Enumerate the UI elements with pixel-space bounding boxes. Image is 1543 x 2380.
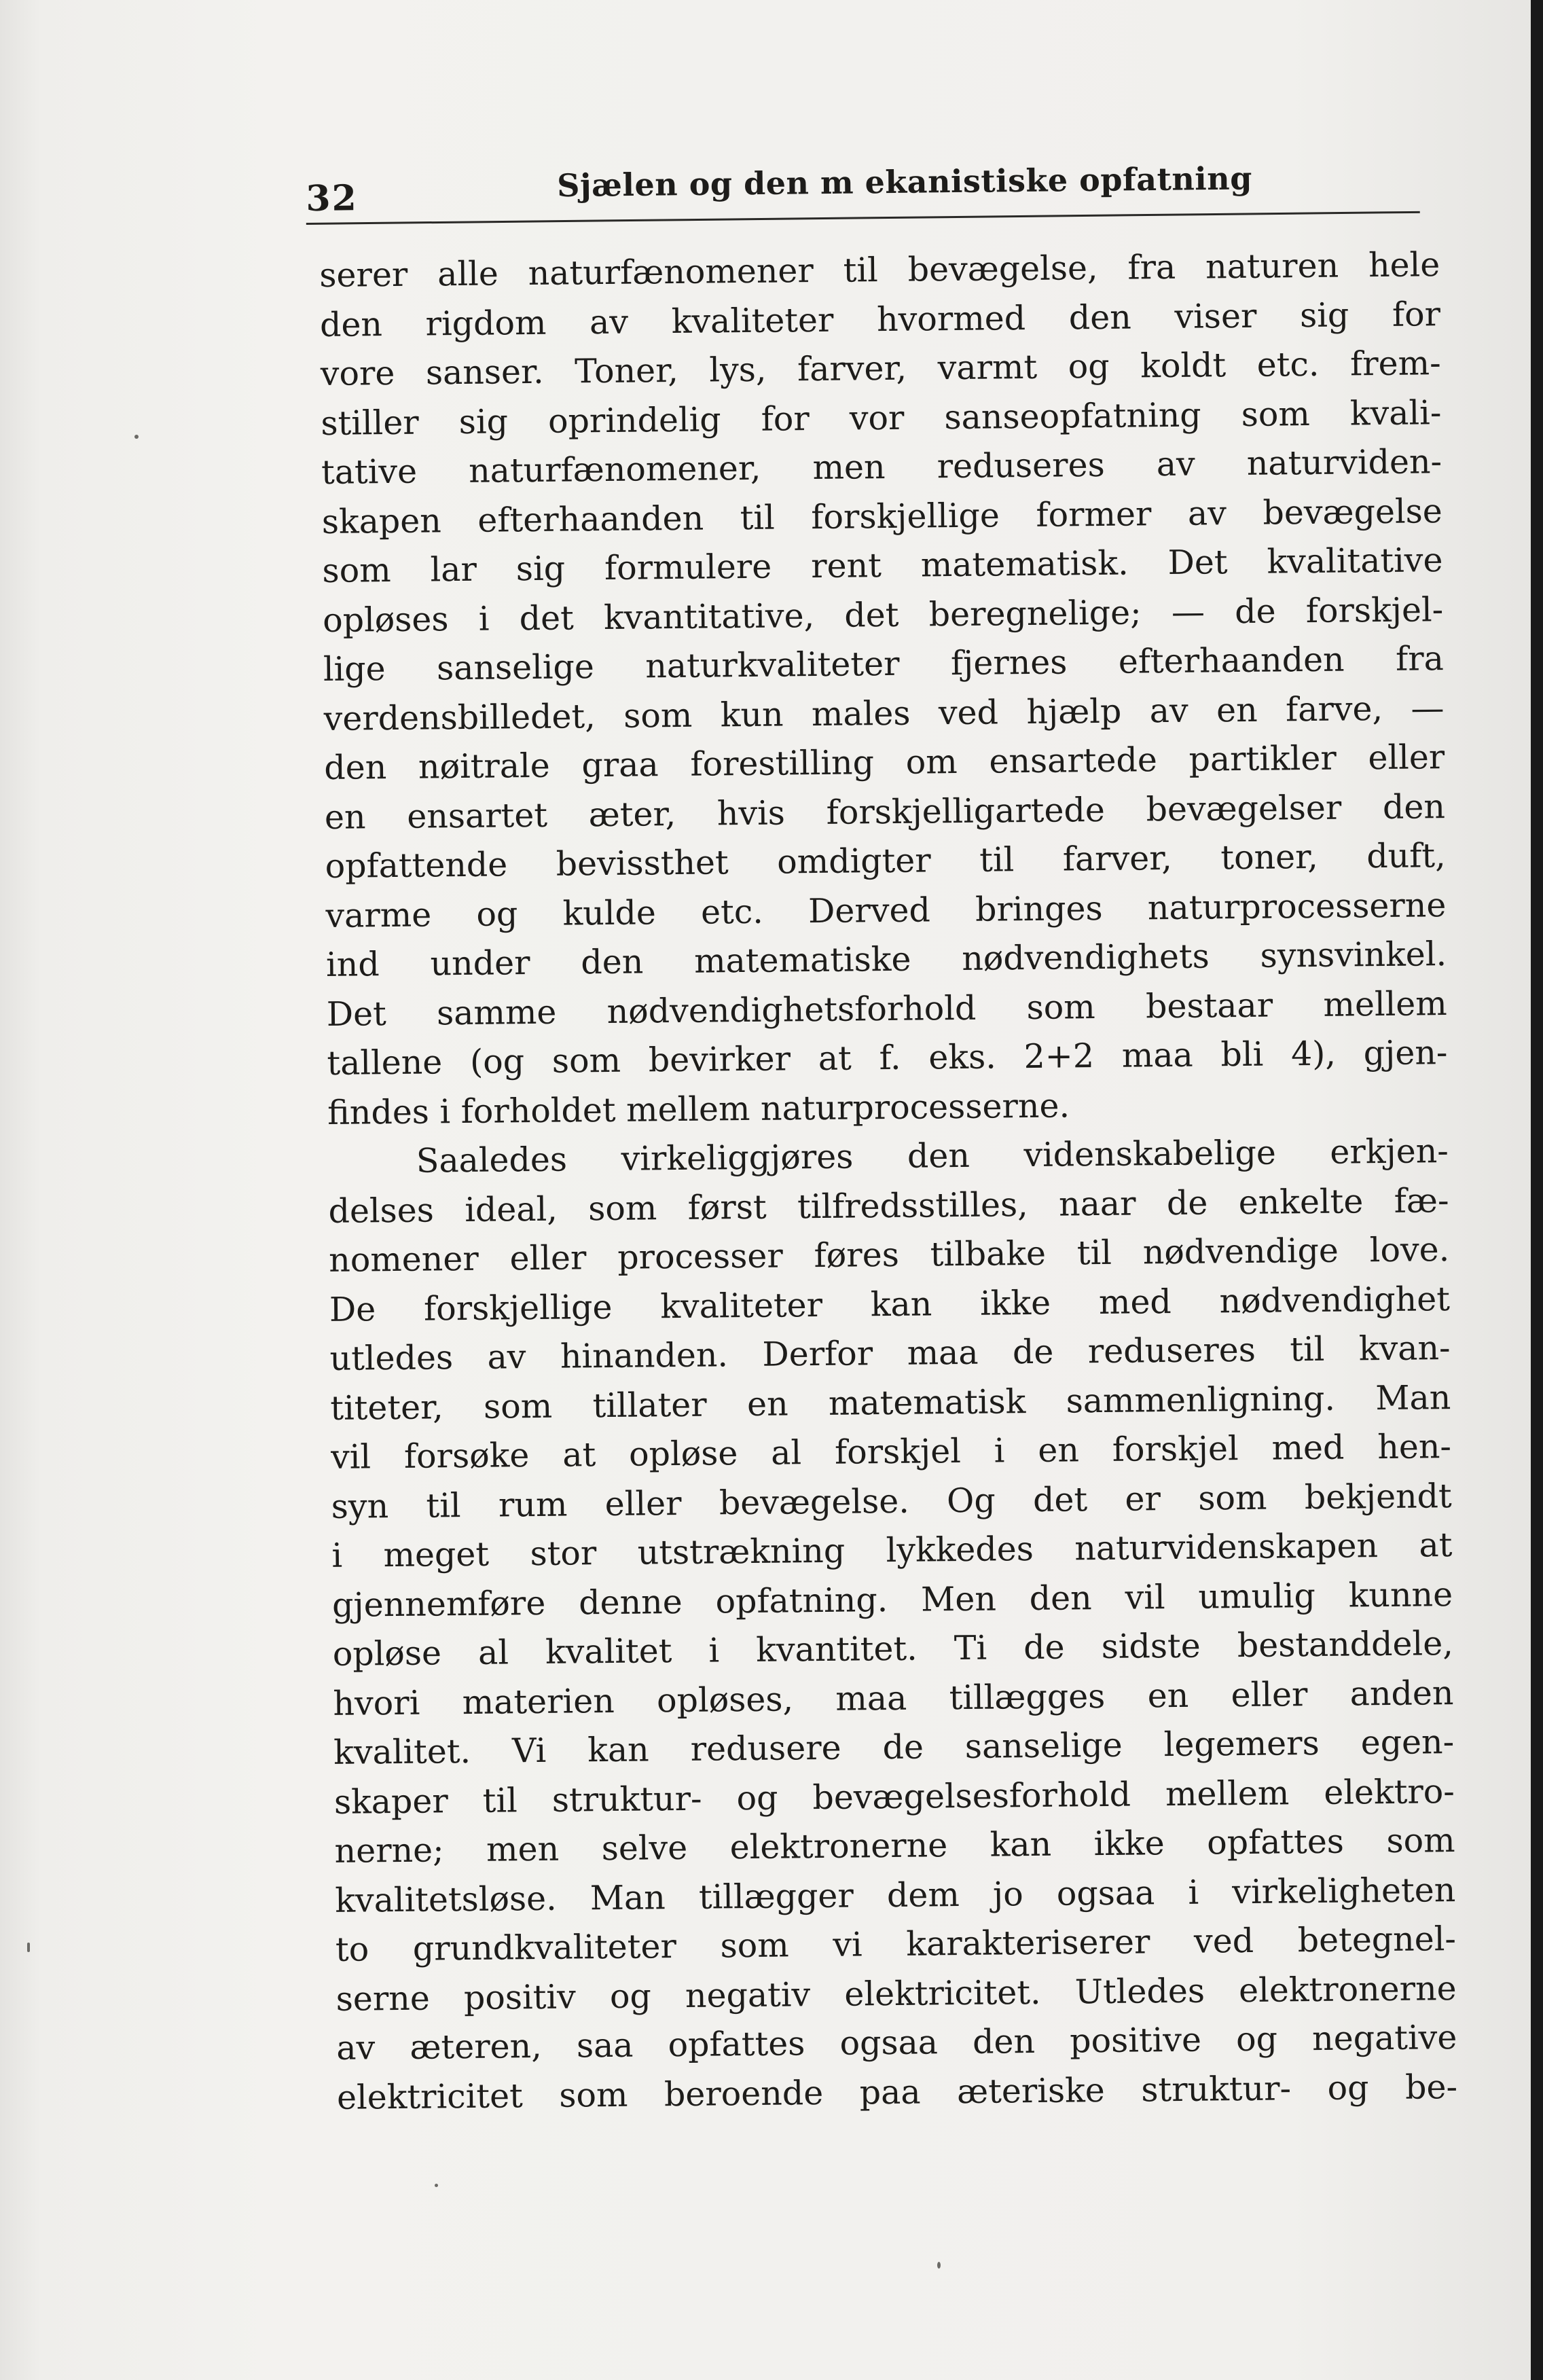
text-line: den nøitrale graa forestilling om ensartede partikler eller — [324, 738, 1445, 787]
text-line: skaper til struktur- og bevægelsesforhold mellem elektro- — [333, 1771, 1455, 1822]
text-line: den rigdom av kvaliteter hvormed den viser sig for — [319, 294, 1441, 344]
text-line: vil forsøke at opløse al forskjel i en forskjel med hen- — [330, 1427, 1452, 1477]
text-line: en ensartet æter, hvis forskjelligartede bevægelser den — [324, 787, 1446, 837]
text-line: elektricitet som beroende paa æteriske struktur- og be- — [336, 2067, 1458, 2117]
text-line: ind under den matematiske nødvendighets synsvinkel. — [325, 935, 1447, 984]
text-line: nerne; men selve elektronerne kan ikke opfattes som — [334, 1821, 1455, 1871]
paragraph-end-line: findes i forholdet mellem naturprocesserne. — [327, 1085, 1070, 1132]
text-line: nomener eller processer føres tilbake til nødvendige love. — [328, 1230, 1450, 1280]
text-line: i meget stor utstrækning lykkedes naturvidenskapen at — [331, 1526, 1453, 1575]
text-line: lige sanselige naturkvaliteter fjernes efterhaanden fra — [323, 639, 1445, 689]
text-line: varme og kulde etc. Derved bringes naturprocesserne — [325, 885, 1447, 935]
text-line: opløse al kvalitet i kvantitet. Ti de sidste bestanddele, — [332, 1624, 1454, 1674]
body-text — [319, 240, 1457, 2123]
text-line: som lar sig formulere rent matematisk. Det kvalitative — [322, 541, 1443, 590]
running-head: Sjælen og den m ekanistiske opfatning — [556, 160, 1253, 204]
scan-speck — [27, 1943, 30, 1952]
text-line: verdensbilledet, som kun males ved hjælp av en farve, — — [323, 688, 1445, 738]
text-line: delses ideal, som først tilfredsstilles, naar de enkelte fæ- — [328, 1180, 1449, 1231]
text-line: syn til rum eller bevægelse. Og det er som bekjendt — [331, 1476, 1452, 1526]
text-line: Det samme nødvendighetsforhold som bestaar mellem — [326, 984, 1447, 1034]
scan-speck — [937, 2262, 941, 2269]
text-line: gjennemføre denne opfatning. Men den vil umulig kunne — [331, 1574, 1453, 1625]
scan-speck — [435, 2184, 438, 2187]
page-header — [306, 158, 1427, 231]
header-rule — [306, 211, 1420, 225]
scan-edge — [1531, 0, 1543, 2380]
text-line: av æteren, saa opfattes ogsaa den positive og negative — [336, 2018, 1457, 2068]
text-line: serne positiv og negativ elektricitet. Utledes elektronerne — [335, 1968, 1457, 2019]
text-line: vore sanser. Toner, lys, farver, varmt og koldt etc. frem- — [320, 344, 1441, 393]
text-line: tative naturfænomener, men reduseres av naturviden- — [321, 442, 1442, 492]
text-line: hvori materien opløses, maa tillægges en eller anden — [333, 1673, 1454, 1723]
text-line: serer alle naturfænomener til bevægelse, fra naturen hele — [319, 245, 1440, 295]
text-line: utledes av hinanden. Derfor maa de reduseres til kvan- — [329, 1329, 1451, 1378]
page-number: 32 — [306, 177, 359, 219]
text-line: kvalitet. Vi kan redusere de sanselige legemers egen- — [333, 1723, 1455, 1772]
text-line: skapen efterhaanden til forskjellige former av bevægelse — [321, 491, 1443, 541]
text-line: titeter, som tillater en matematisk sammenligning. Man — [330, 1377, 1451, 1428]
text-line: tallene (og som bevirker at f. eks. 2+2 maa bli 4), gjen- — [327, 1033, 1448, 1083]
scan-speck — [134, 435, 139, 439]
text-line: stiller sig oprindelig for vor sanseopfatning som kvali- — [321, 393, 1442, 443]
text-line: De forskjellige kvaliteter kan ikke med nødvendighet — [329, 1279, 1451, 1329]
text-line: opfattende bevissthet omdigter til farver, toner, duft, — [325, 836, 1446, 886]
text-line: kvalitetsløse. Man tillægger dem jo ogsaa i virkeligheten — [335, 1870, 1456, 1920]
paragraph-start-line: Saaledes virkeliggjøres den videnskabelige erkjen- — [416, 1132, 1449, 1180]
text-line: to grundkvaliteter som vi karakteriserer ved betegnel- — [335, 1919, 1457, 1969]
text-line: opløses i det kvantitative, det beregnelige; — de forskjel- — [322, 590, 1444, 640]
